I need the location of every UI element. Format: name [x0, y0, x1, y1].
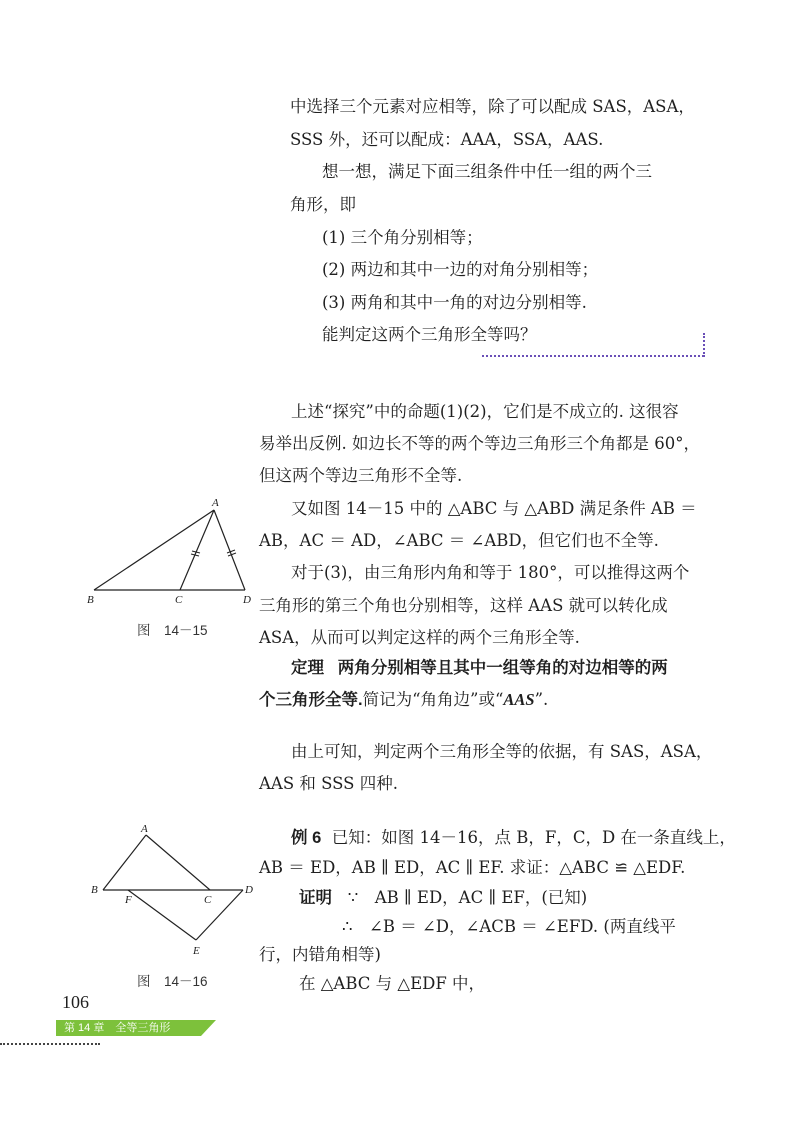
theorem-conclusion: 个三角形全等.: [259, 691, 363, 709]
proof-line-4: 在 △ABC 与 △EDF 中，: [299, 974, 486, 993]
summary-line-1: 由上可知，判定两个三角形全等的依据，有 SAS，ASA，: [291, 742, 713, 761]
theorem-label: 定理: [291, 659, 324, 677]
figure-14-15-caption: 图 14－15: [137, 623, 208, 638]
proof-line-1: [299, 887, 587, 909]
label-C: C: [204, 894, 212, 906]
para-2-line-1: 又如图 14－15 中的 △ABC 与 △ABD 满足条件 AB ＝: [291, 499, 697, 518]
label-A: A: [141, 823, 148, 835]
explore-frame-bottom: [482, 355, 704, 357]
explore-line-1: 中选择三个元素对应相等，除了可以配成 SAS，ASA，: [290, 97, 695, 116]
para-2-line-2: AB，AC ＝ AD，∠ABC ＝ ∠ABD，但它们也不全等.: [259, 531, 659, 550]
footer-dotted-rule: [0, 1043, 100, 1045]
segment-AB: [103, 835, 146, 890]
label-A: A: [212, 497, 219, 509]
condition-2: (2) 两边和其中一边的对角分别相等；: [322, 260, 599, 279]
proof-line-3: 行，内错角相等): [259, 945, 381, 964]
label-D: D: [243, 594, 251, 606]
chapter-title: 第 14 章 全等三角形: [64, 1022, 171, 1034]
example-text-1: 已知：如图 14－16，点 B，F，C，D 在一条直线上，: [331, 828, 736, 847]
segment-BA: [94, 510, 214, 590]
label-C: C: [175, 594, 183, 606]
example-line-1: [291, 827, 736, 849]
label-B: B: [87, 594, 94, 606]
page-number: 106: [62, 992, 89, 1012]
label-D: D: [245, 884, 253, 896]
segment-FE: [128, 890, 196, 940]
para-1-line-2: 易举出反例. 如边长不等的两个等边三角形三个角都是 60°，: [259, 434, 700, 453]
proof-text-1: ∵ AB ∥ ED，AC ∥ EF，(已知): [347, 888, 588, 907]
proof-label: 证明: [299, 889, 332, 907]
para-1-line-3: 但这两个等边三角形不全等.: [259, 466, 463, 485]
label-E: E: [193, 945, 200, 957]
para-3-line-3: ASA，从而可以判定这样的两个三角形全等.: [259, 628, 580, 647]
para-3-line-2: 三角形的第三个角也分别相等，这样 AAS 就可以转化成: [259, 596, 668, 615]
summary-line-2: AAS 和 SSS 四种.: [259, 774, 398, 793]
label-B: B: [91, 884, 98, 896]
segment-AC: [146, 835, 210, 890]
para-3-line-1: 对于(3)，由三角形内角和等于 180°，可以推得这两个: [291, 563, 690, 582]
para-1-line-1: 上述“探究”中的命题(1)(2)，它们是不成立的. 这很容: [291, 402, 679, 421]
theorem-line-1: 两角分别相等且其中一组等角的对边相等的两: [337, 659, 668, 677]
proof-line-2: ∴ ∠B ＝ ∠D，∠ACB ＝ ∠EFD. (两直线平: [342, 917, 676, 936]
condition-3: (3) 两角和其中一角的对边分别相等.: [322, 293, 587, 312]
example-line-2: AB ＝ ED，AB ∥ ED，AC ∥ EF. 求证：△ABC ≌ △EDF.: [259, 858, 686, 877]
explore-question: 能判定这两个三角形全等吗？: [322, 325, 537, 344]
explore-line-3: 想一想，满足下面三组条件中任一组的两个三: [322, 162, 652, 181]
example-label: 例 6: [291, 829, 322, 847]
label-F: F: [125, 894, 132, 906]
theorem-note-end: ”.: [534, 690, 549, 709]
theorem-line-2: [259, 689, 548, 711]
figure-14-15: [80, 495, 260, 610]
theorem-note: 简记为“角角边”或“: [362, 690, 504, 709]
theorem: [291, 657, 668, 679]
explore-line-2: SSS 外，还可以配成：AAA，SSA，AAS.: [290, 130, 604, 149]
explore-frame-right: [703, 333, 705, 357]
theorem-abbr: AAS: [503, 690, 535, 709]
figure-14-16-caption: 图 14－16: [137, 974, 208, 989]
figure-14-16: [88, 820, 263, 960]
condition-1: (1) 三个角分别相等；: [322, 228, 483, 247]
explore-line-4: 角形，即: [290, 195, 356, 214]
segment-AD: [214, 510, 245, 590]
